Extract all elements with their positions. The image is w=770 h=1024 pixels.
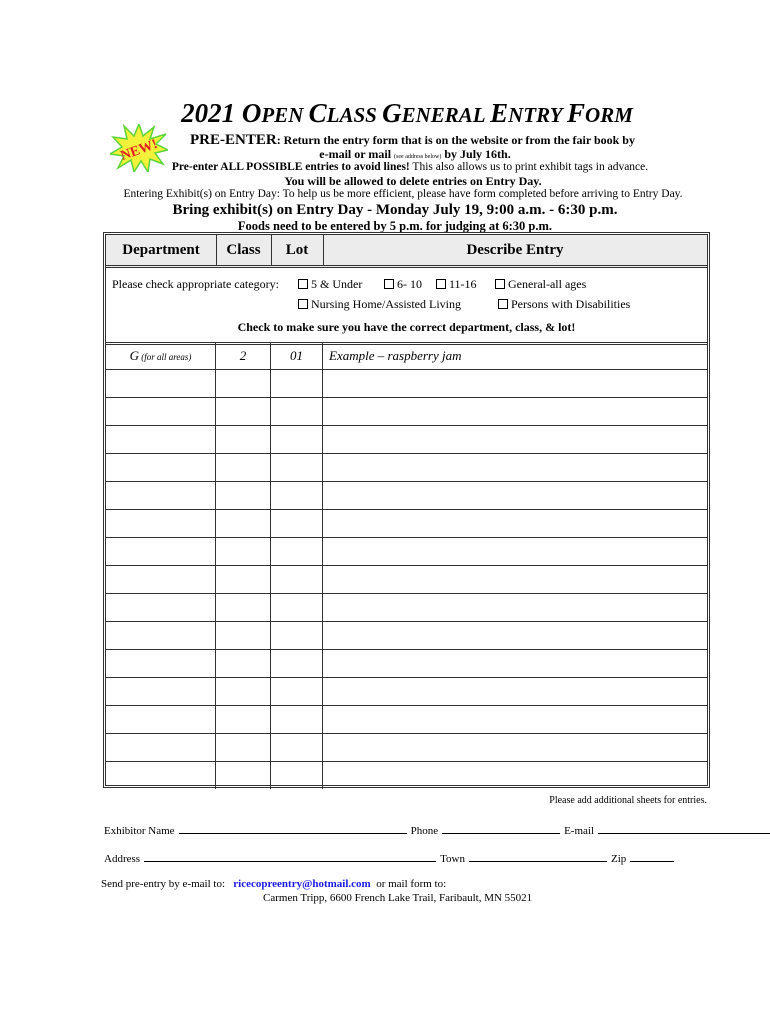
entry-dept-cell[interactable] (106, 734, 216, 761)
entry-lot-cell[interactable] (271, 454, 323, 481)
entry-class-cell[interactable] (216, 650, 271, 677)
exhibitor-name-field[interactable] (179, 822, 407, 834)
entry-class-cell[interactable] (216, 510, 271, 537)
entry-desc-cell[interactable] (323, 706, 707, 733)
entry-class-cell[interactable] (216, 426, 271, 453)
entry-class-cell[interactable] (216, 370, 271, 397)
entry-class-cell[interactable] (216, 454, 271, 481)
form-title: 2021 OPEN CLASS GENERAL ENTRY FORM (181, 98, 633, 128)
entry-desc-cell[interactable] (323, 454, 707, 481)
category-nursing-home[interactable]: Nursing Home/Assisted Living (298, 297, 461, 312)
email-field[interactable] (598, 822, 770, 834)
category-prompt: Please check appropriate category: (112, 277, 279, 291)
entry-lot-cell[interactable] (271, 398, 323, 425)
checkbox[interactable] (384, 279, 394, 289)
example-dept: G (129, 348, 139, 363)
entry-desc-cell[interactable] (323, 734, 707, 761)
phone-field[interactable] (442, 822, 560, 834)
entry-lot-cell[interactable] (271, 678, 323, 705)
entry-lot-cell[interactable] (271, 762, 323, 789)
header-describe-entry: Describe Entry (466, 242, 564, 258)
address-line: Address Town Zip (104, 850, 678, 865)
entry-dept-cell[interactable] (106, 538, 216, 565)
example-row (106, 342, 707, 370)
entry-dept-cell[interactable] (106, 594, 216, 621)
example-class: 2 (216, 342, 271, 369)
dept-note: (for all areas) (138, 352, 192, 362)
example-lot: 01 (271, 342, 323, 369)
additional-sheets-note: Please add additional sheets for entries. (549, 795, 707, 806)
delete-note: You will be allowed to delete entries on Entry Day. (284, 174, 542, 188)
header-lot: Lot (271, 235, 324, 265)
entry-row[interactable] (106, 426, 707, 454)
entry-lot-cell[interactable] (271, 426, 323, 453)
entry-dept-cell[interactable] (106, 622, 216, 649)
exhibitor-line: Exhibitor Name Phone E-mail (104, 822, 770, 837)
entry-dept-cell[interactable] (106, 566, 216, 593)
foods-deadline-line: Foods need to be entered by 5 p.m. for judging at 6:30 p.m. (237, 219, 553, 233)
entry-row[interactable] (106, 678, 707, 706)
entry-row[interactable] (106, 762, 707, 790)
entry-lot-cell[interactable] (271, 594, 323, 621)
entry-desc-cell[interactable] (323, 622, 707, 649)
header-department: Department (106, 235, 217, 265)
entry-dept-cell[interactable] (106, 650, 216, 677)
entry-dept-cell[interactable] (106, 706, 216, 733)
entry-class-cell[interactable] (216, 398, 271, 425)
entry-day-note: Entering Exhibit(s) on Entry Day: To help us be more efficient, please have form completed before arriving to Entry Day. (123, 188, 683, 200)
entry-row[interactable] (106, 482, 707, 510)
entry-desc-cell[interactable] (323, 482, 707, 509)
mail-address: Carmen Tripp, 6600 French Lake Trail, Faribault, MN 55021 (263, 892, 533, 904)
pre-enter-all-line: Pre-enter ALL POSSIBLE entries to avoid lines! This also allows us to print exhibit tags in advance. (171, 161, 649, 173)
checkbox[interactable] (495, 279, 505, 289)
entry-lot-cell[interactable] (271, 650, 323, 677)
checkbox[interactable] (298, 299, 308, 309)
entry-class-cell[interactable] (216, 482, 271, 509)
entry-lot-cell[interactable] (271, 482, 323, 509)
entry-desc-cell[interactable] (323, 510, 707, 537)
entry-lot-cell[interactable] (271, 706, 323, 733)
entry-row[interactable] (106, 538, 707, 566)
category-section (106, 268, 707, 345)
deadline-line: e-mail or mail (see address below) by July 16th. (319, 147, 511, 161)
entry-table (103, 232, 710, 788)
entry-desc-cell[interactable] (323, 678, 707, 705)
email-link[interactable]: ricecopreentry@hotmail.com (233, 878, 371, 890)
entry-class-cell[interactable] (216, 762, 271, 789)
entry-class-cell[interactable] (216, 706, 271, 733)
entry-desc-cell[interactable] (323, 594, 707, 621)
header-class: Class (216, 235, 272, 265)
entry-desc-cell[interactable] (323, 762, 707, 789)
entry-dept-cell[interactable] (106, 762, 216, 789)
entry-row[interactable] (106, 734, 707, 762)
entry-dept-cell[interactable] (106, 370, 216, 397)
entry-lot-cell[interactable] (271, 510, 323, 537)
entry-row[interactable] (106, 398, 707, 426)
entry-dept-cell[interactable] (106, 482, 216, 509)
entry-desc-cell[interactable] (323, 370, 707, 397)
entry-class-cell[interactable] (216, 622, 271, 649)
entry-dept-cell[interactable] (106, 678, 216, 705)
entry-desc-cell[interactable] (323, 398, 707, 425)
example-desc: Example – raspberry jam (329, 348, 462, 363)
entry-class-cell[interactable] (216, 734, 271, 761)
entry-lot-cell[interactable] (271, 622, 323, 649)
address-field[interactable] (144, 850, 436, 862)
entry-row[interactable] (106, 650, 707, 678)
entry-row[interactable] (106, 510, 707, 538)
entry-dept-cell[interactable] (106, 510, 216, 537)
check-note: Check to make sure you have the correct department, class, & lot! (237, 320, 576, 334)
entry-row[interactable] (106, 454, 707, 482)
entry-class-cell[interactable] (216, 594, 271, 621)
entry-dept-cell[interactable] (106, 426, 216, 453)
send-line: Send pre-entry by e-mail to: ricecopreentry@hotmail.com or mail form to: (101, 878, 447, 890)
entry-lot-cell[interactable] (271, 370, 323, 397)
category-6-10[interactable]: 6- 10 (384, 277, 422, 292)
entry-lot-cell[interactable] (271, 734, 323, 761)
entry-class-cell[interactable] (216, 538, 271, 565)
entry-dept-cell[interactable] (106, 454, 216, 481)
checkbox[interactable] (498, 299, 508, 309)
entry-desc-cell[interactable] (323, 426, 707, 453)
svg-text:NEW!: NEW! (118, 136, 160, 165)
category-general[interactable]: General-all ages (495, 277, 586, 292)
entry-row[interactable] (106, 594, 707, 622)
town-field[interactable] (469, 850, 607, 862)
entry-row[interactable] (106, 566, 707, 594)
table-header (106, 235, 707, 268)
category-11-16[interactable]: 11-16 (436, 277, 477, 292)
checkbox[interactable] (436, 279, 446, 289)
category-disabilities[interactable]: Persons with Disabilities (498, 297, 630, 312)
entry-class-cell[interactable] (216, 678, 271, 705)
entry-class-cell[interactable] (216, 566, 271, 593)
entry-desc-cell[interactable] (323, 566, 707, 593)
entry-dept-cell[interactable] (106, 398, 216, 425)
checkbox[interactable] (298, 279, 308, 289)
pre-enter-line: PRE-ENTER: Return the entry form that is on the website or from the fair book by (190, 132, 635, 148)
entry-row[interactable] (106, 706, 707, 734)
zip-field[interactable] (630, 850, 674, 862)
category-5-under[interactable]: 5 & Under (298, 277, 362, 292)
entry-desc-cell[interactable] (323, 538, 707, 565)
entry-row[interactable] (106, 622, 707, 650)
entry-desc-cell[interactable] (323, 650, 707, 677)
entry-lot-cell[interactable] (271, 566, 323, 593)
entry-lot-cell[interactable] (271, 538, 323, 565)
bring-exhibits-line: Bring exhibit(s) on Entry Day - Monday July 19, 9:00 a.m. - 6:30 p.m. (172, 202, 618, 218)
entry-row[interactable] (106, 370, 707, 398)
